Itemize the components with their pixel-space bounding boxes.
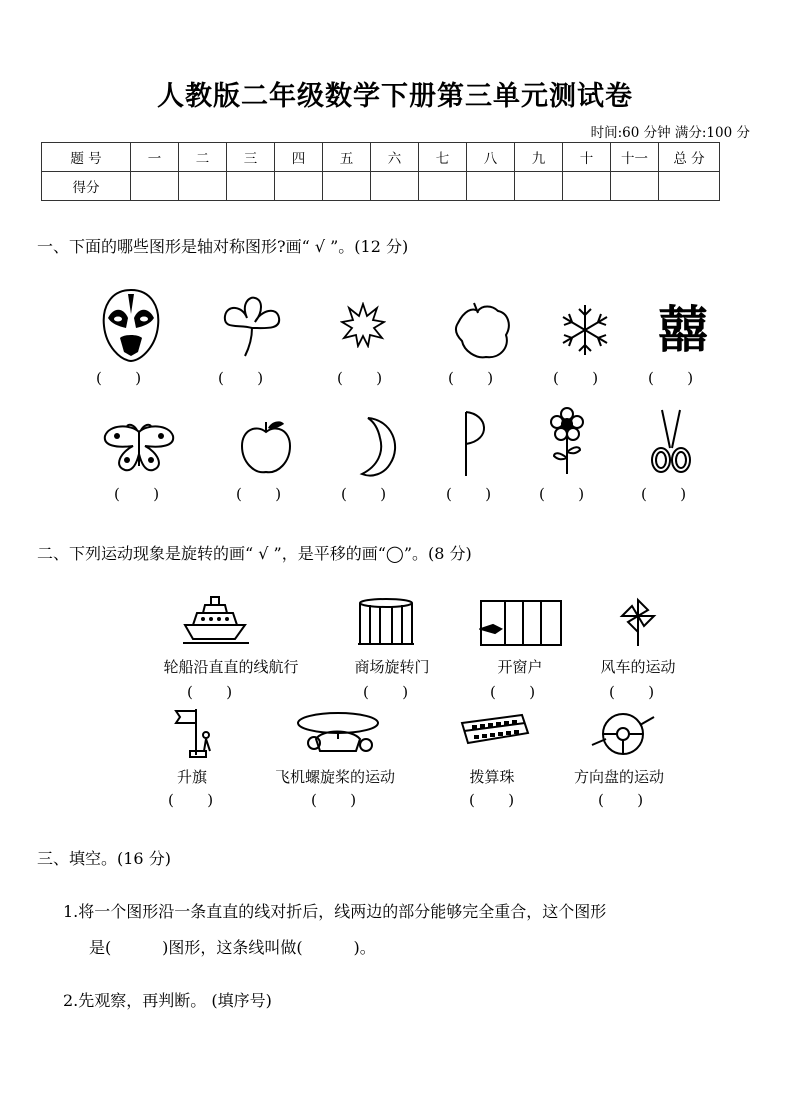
score-header-cell: 八 <box>467 143 515 172</box>
score-header-cell: 十 <box>563 143 611 172</box>
answer-paren[interactable]: ( ) <box>311 791 357 809</box>
star-burst-icon <box>340 302 386 348</box>
score-header-cell: 七 <box>419 143 467 172</box>
answer-paren[interactable]: ( ) <box>648 369 694 387</box>
answer-paren[interactable]: ( ) <box>114 485 160 503</box>
section1-heading: 一、下面的哪些图形是轴对称图形?画“ √ ”。(12 分) <box>37 237 409 256</box>
caption-propeller: 飞机螺旋桨的运动 <box>274 768 396 786</box>
abacus-icon <box>458 711 532 749</box>
fill-question-1-line1: 1.将一个图形沿一条直直的线对折后，线两边的部分能够完全重合，这个图形 <box>63 902 607 921</box>
caption-ship: 轮船沿直直的线航行 <box>163 658 299 676</box>
caption-steering-wheel: 方向盘的运动 <box>573 768 665 786</box>
answer-paren[interactable]: ( ) <box>236 485 282 503</box>
score-header-cell: 二 <box>179 143 227 172</box>
answer-paren[interactable]: ( ) <box>598 791 644 809</box>
score-header-cell: 题 号 <box>42 143 131 172</box>
ship-icon <box>183 595 249 645</box>
scissors-icon <box>648 408 694 474</box>
double-happiness-icon: 囍 <box>658 301 708 359</box>
pinwheel-icon <box>618 596 658 648</box>
score-input-cell[interactable] <box>323 172 371 201</box>
score-input-cell[interactable] <box>179 172 227 201</box>
caption-flag: 升旗 <box>176 768 208 786</box>
answer-paren[interactable]: ( ) <box>337 369 383 387</box>
apple-icon <box>238 418 294 476</box>
answer-paren[interactable]: ( ) <box>341 485 387 503</box>
score-table-score-row <box>42 172 720 201</box>
caption-abacus: 拨算珠 <box>469 768 515 786</box>
caption-revolving-door: 商场旋转门 <box>354 658 430 676</box>
answer-paren[interactable]: ( ) <box>448 369 494 387</box>
score-table <box>41 142 720 201</box>
score-input-cell[interactable] <box>467 172 515 201</box>
caption-pinwheel: 风车的运动 <box>600 658 676 676</box>
section2-heading: 二、下列运动现象是旋转的画“ √ ”，是平移的画“◯”。(8 分) <box>37 544 472 563</box>
revolving-door-icon <box>358 597 414 647</box>
score-header-cell: 三 <box>227 143 275 172</box>
score-header-cell: 总 分 <box>659 143 720 172</box>
opera-mask-icon <box>100 288 162 363</box>
score-input-cell[interactable] <box>563 172 611 201</box>
score-input-cell[interactable] <box>371 172 419 201</box>
score-header-cell: 五 <box>323 143 371 172</box>
window-icon <box>479 599 563 647</box>
flower-icon <box>550 406 584 476</box>
caption-window: 开窗户 <box>497 658 543 676</box>
flag-raising-icon <box>170 707 214 759</box>
airplane-propeller-icon <box>296 709 380 759</box>
answer-paren[interactable]: ( ) <box>187 683 233 701</box>
score-input-cell[interactable] <box>227 172 275 201</box>
answer-paren[interactable]: ( ) <box>553 369 599 387</box>
steering-wheel-icon <box>590 709 656 759</box>
letter-p-icon <box>460 410 494 478</box>
answer-paren[interactable]: ( ) <box>168 791 214 809</box>
crescent-moon-icon <box>358 416 400 478</box>
exam-meta: 时间:60 分钟 满分:100 分 <box>590 125 750 141</box>
answer-paren[interactable]: ( ) <box>96 369 142 387</box>
score-header-cell: 四 <box>275 143 323 172</box>
moth-icon <box>103 422 175 474</box>
section3-heading: 三、填空。(16 分) <box>37 849 171 868</box>
score-input-cell[interactable] <box>419 172 467 201</box>
clover-icon <box>219 294 285 358</box>
answer-paren[interactable]: ( ) <box>609 683 655 701</box>
score-table-header-row <box>42 143 720 172</box>
score-header-cell: 一 <box>131 143 179 172</box>
score-header-cell: 十一 <box>611 143 659 172</box>
answer-paren[interactable]: ( ) <box>539 485 585 503</box>
fill-question-1-line2[interactable]: 是( )图形，这条线叫做( )。 <box>89 938 376 957</box>
page-title: 人教版二年级数学下册第三单元测试卷 <box>157 81 633 112</box>
score-input-cell[interactable] <box>659 172 720 201</box>
score-header-cell: 九 <box>515 143 563 172</box>
score-header-cell: 六 <box>371 143 419 172</box>
score-input-cell[interactable] <box>131 172 179 201</box>
snowflake-icon <box>558 303 612 357</box>
answer-paren[interactable]: ( ) <box>446 485 492 503</box>
score-row-label: 得分 <box>42 172 131 201</box>
answer-paren[interactable]: ( ) <box>469 791 515 809</box>
score-input-cell[interactable] <box>611 172 659 201</box>
answer-paren[interactable]: ( ) <box>490 683 536 701</box>
answer-paren[interactable]: ( ) <box>641 485 687 503</box>
answer-paren[interactable]: ( ) <box>363 683 409 701</box>
score-input-cell[interactable] <box>275 172 323 201</box>
leaf-icon <box>452 301 514 361</box>
fill-question-2: 2.先观察，再判断。 (填序号) <box>63 991 272 1010</box>
answer-paren[interactable]: ( ) <box>218 369 264 387</box>
score-input-cell[interactable] <box>515 172 563 201</box>
